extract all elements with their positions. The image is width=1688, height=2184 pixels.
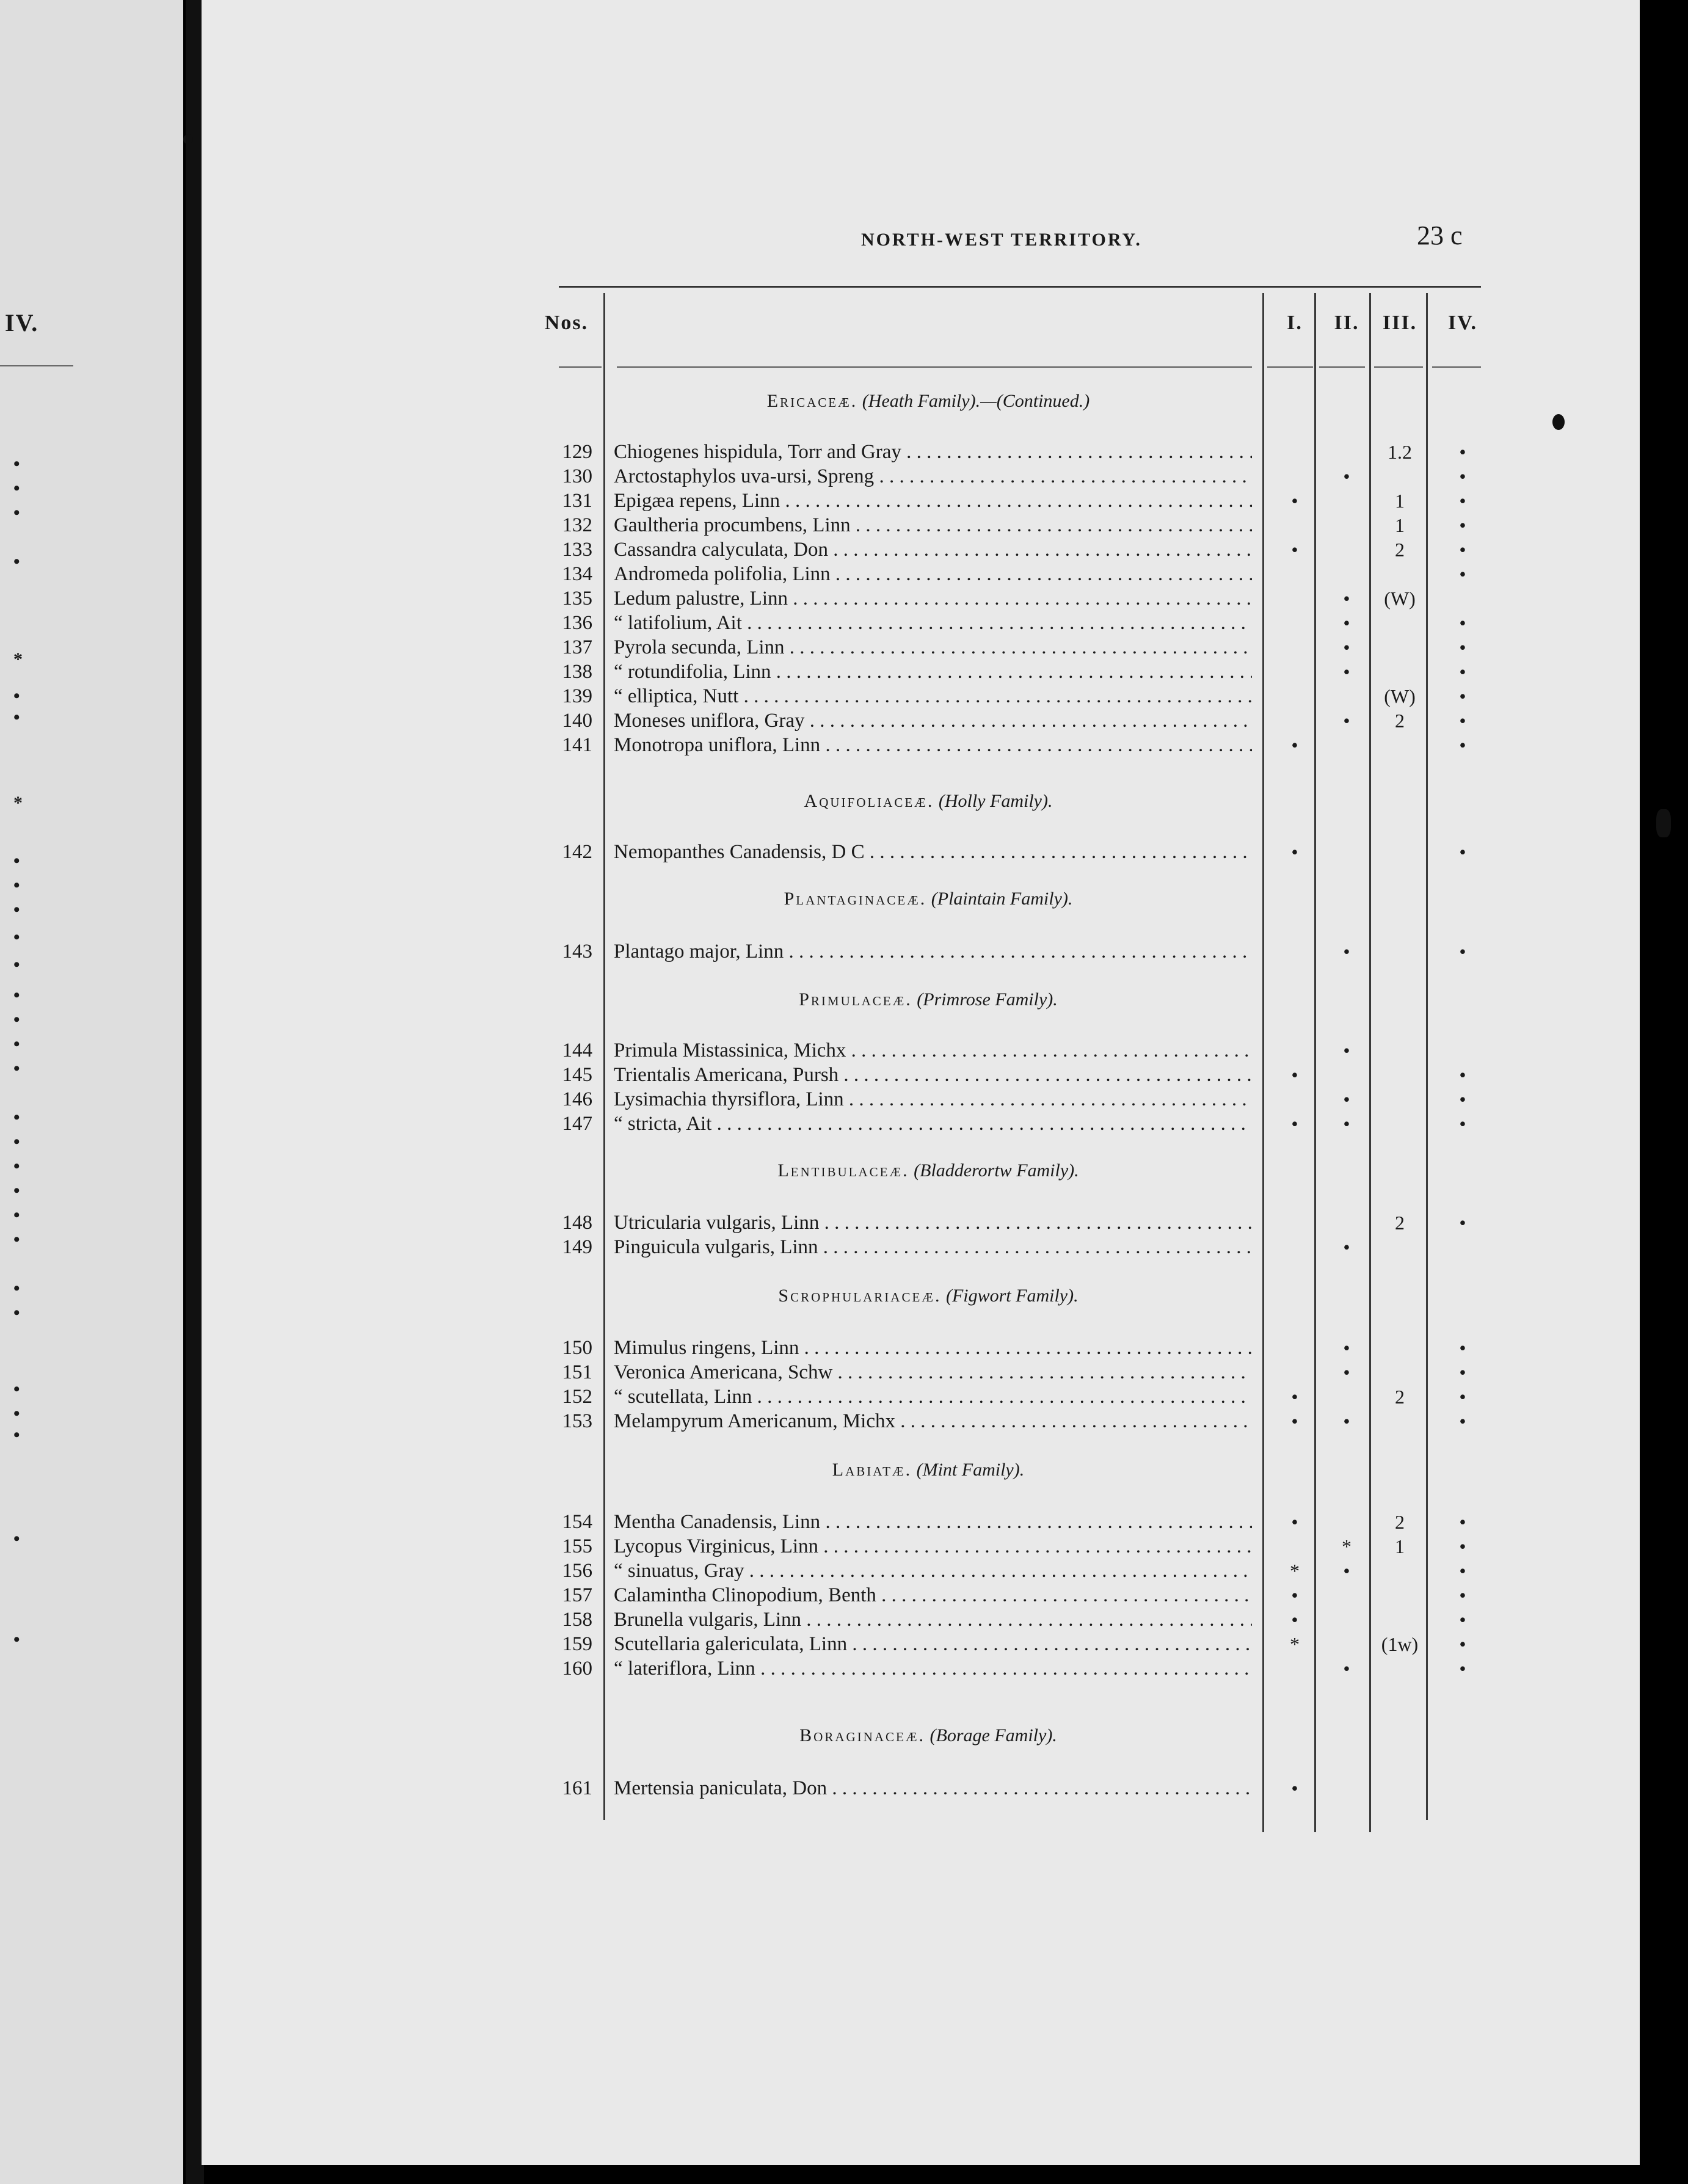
species-number: 140: [562, 710, 592, 732]
table-row: [202, 1385, 1640, 1409]
column-iii-mark: 2: [1395, 539, 1405, 561]
left-page-mark: •: [13, 1403, 20, 1424]
family-name: Lentibulaceæ.: [777, 1160, 909, 1181]
column-ii-mark: •: [1343, 465, 1350, 487]
species-name: Pinguicula vulgaris, Linn . . .: [614, 1235, 1252, 1259]
column-i-mark: •: [1291, 1511, 1298, 1533]
table-row: [202, 660, 1640, 684]
species-number: 135: [562, 588, 592, 610]
species-name: Epigæa repens, Linn . . .: [614, 489, 1252, 513]
family-heading: [605, 791, 1252, 812]
species-number: 146: [562, 1088, 592, 1110]
table-row: [202, 684, 1640, 708]
family-common-name: (Holly Family).: [938, 791, 1053, 811]
table-row: [202, 611, 1640, 635]
left-page-mark: •: [13, 1058, 20, 1079]
family-heading: [605, 1725, 1252, 1746]
column-iv-mark: •: [1459, 1560, 1466, 1582]
column-iii-mark: 2: [1395, 1511, 1405, 1533]
table-row: [202, 733, 1640, 757]
header-underline-ii: [1319, 366, 1365, 368]
species-number: 152: [562, 1386, 592, 1408]
left-page-mark: •: [13, 1156, 20, 1176]
column-iii-mark: 1.2: [1388, 441, 1412, 463]
left-page-mark: •: [13, 1181, 20, 1201]
column-i-mark: •: [1291, 734, 1298, 756]
family-common-name: (Heath Family).—(Continued.): [862, 391, 1090, 411]
column-ii-mark: •: [1343, 1361, 1350, 1383]
column-iv-mark: •: [1459, 612, 1466, 634]
species-number: 160: [562, 1658, 592, 1680]
family-common-name: (Bladderortw Family).: [914, 1160, 1079, 1181]
left-page-mark: •: [13, 1379, 20, 1399]
species-number: 139: [562, 685, 592, 707]
species-number: 149: [562, 1236, 592, 1258]
left-page-fragment: [0, 0, 183, 2184]
left-page-mark: •: [13, 927, 20, 947]
column-iv-mark: •: [1459, 1361, 1466, 1383]
table-row: [202, 1510, 1640, 1534]
column-ii-mark: •: [1343, 636, 1350, 658]
table-row: [202, 1534, 1640, 1559]
family-name: Ericaceæ.: [766, 391, 858, 411]
left-page-mark: •: [13, 1529, 20, 1549]
species-name: Scutellaria galericulata, Linn . . .: [614, 1632, 1252, 1656]
left-page-mark: •: [13, 503, 20, 523]
header-rule: [559, 286, 1481, 288]
species-name: Utricularia vulgaris, Linn . . .: [614, 1210, 1252, 1235]
family-heading: [605, 1160, 1252, 1181]
family-common-name: (Figwort Family).: [945, 1286, 1079, 1306]
family-heading: [605, 1460, 1252, 1480]
left-page-mark: •: [13, 985, 20, 1005]
table-row: [202, 537, 1640, 562]
column-iv-mark: •: [1459, 1386, 1466, 1408]
species-number: 134: [562, 563, 592, 585]
species-number: 150: [562, 1337, 592, 1359]
family-name: Plantaginaceæ.: [784, 889, 927, 909]
family-name: Scrophulariaceæ.: [778, 1286, 942, 1306]
species-number: 129: [562, 441, 592, 463]
species-name: Ledum palustre, Linn . . .: [614, 586, 1252, 611]
table-row: [202, 562, 1640, 586]
column-i-mark: •: [1291, 1777, 1298, 1799]
table-row: [202, 586, 1640, 611]
table-row: [202, 840, 1640, 864]
species-name: Mertensia paniculata, Don . . .: [614, 1776, 1252, 1800]
column-iv-mark: •: [1459, 734, 1466, 756]
left-page-mark: •: [13, 1229, 20, 1250]
species-number: 161: [562, 1777, 592, 1799]
species-name: “ stricta, Ait . . .: [614, 1112, 1252, 1136]
species-name: Lysimachia thyrsiflora, Linn . . .: [614, 1087, 1252, 1112]
left-page-mark: •: [13, 1278, 20, 1298]
column-iii-mark: (1w): [1381, 1633, 1419, 1655]
species-number: 131: [562, 490, 592, 512]
column-i-mark: *: [1290, 1633, 1300, 1655]
species-name: Pyrola secunda, Linn . . .: [614, 635, 1252, 660]
left-page-mark: •: [13, 1303, 20, 1323]
family-heading: [605, 889, 1252, 909]
left-page-mark: *: [13, 793, 23, 813]
species-number: 136: [562, 612, 592, 634]
species-number: 157: [562, 1584, 592, 1606]
column-iii-mark: 2: [1395, 710, 1405, 732]
species-name: “ scutellata, Linn . . .: [614, 1385, 1252, 1409]
column-ii-mark: •: [1343, 588, 1350, 610]
page-number: 23 c: [1417, 220, 1463, 250]
table-row: [202, 1360, 1640, 1385]
left-page-rule: [0, 365, 73, 366]
column-i-mark: •: [1291, 1386, 1298, 1408]
column-iv-mark: •: [1459, 1511, 1466, 1533]
column-iv-mark: •: [1459, 1113, 1466, 1135]
family-name: Aquifoliaceæ.: [804, 791, 934, 811]
species-name: Chiogenes hispidula, Torr and Gray . . .: [614, 440, 1252, 464]
table-row: [202, 1210, 1640, 1235]
ink-blot: [1656, 809, 1671, 837]
column-header-iv: IV.: [1448, 311, 1477, 334]
species-number: 132: [562, 514, 592, 536]
left-page-mark: •: [13, 551, 20, 572]
table-row: [202, 1038, 1640, 1063]
species-number: 153: [562, 1410, 592, 1432]
table-row: [202, 708, 1640, 733]
species-number: 143: [562, 941, 592, 963]
running-head: NORTH-WEST TERRITORY.: [861, 230, 1142, 250]
left-page-mark: •: [13, 1425, 20, 1445]
column-i-mark: •: [1291, 539, 1298, 561]
table-row: [202, 1063, 1640, 1087]
column-iv-mark: •: [1459, 490, 1466, 512]
species-name: Lycopus Virginicus, Linn . . .: [614, 1534, 1252, 1559]
family-heading: [605, 1286, 1252, 1306]
column-iv-mark: •: [1459, 1633, 1466, 1655]
column-iii-mark: (W): [1384, 588, 1416, 610]
species-name: Melampyrum Americanum, Michx . . .: [614, 1409, 1252, 1433]
column-iv-mark: •: [1459, 685, 1466, 707]
table-row: [202, 464, 1640, 489]
column-iii-mark: (W): [1384, 685, 1416, 707]
column-iv-mark: •: [1459, 563, 1466, 585]
column-iii-mark: 2: [1395, 1212, 1405, 1234]
column-ii-mark: •: [1343, 1410, 1350, 1432]
column-iv-mark: •: [1459, 636, 1466, 658]
species-number: 159: [562, 1633, 592, 1655]
header-underline-iii: [1374, 366, 1423, 368]
table-row: [202, 489, 1640, 513]
column-i-mark: •: [1291, 1113, 1298, 1135]
species-number: 147: [562, 1113, 592, 1135]
species-number: 154: [562, 1511, 592, 1533]
species-number: 158: [562, 1609, 592, 1631]
column-iii-mark: 2: [1395, 1386, 1405, 1408]
table-row: [202, 1776, 1640, 1800]
column-ii-mark: •: [1343, 1658, 1350, 1680]
column-header-nos: Nos.: [544, 311, 589, 334]
table-row: [202, 1409, 1640, 1433]
species-number: 133: [562, 539, 592, 561]
family-name: Labiatæ.: [832, 1460, 912, 1480]
left-page-mark: •: [13, 1034, 20, 1054]
species-name: “ sinuatus, Gray . . .: [614, 1559, 1252, 1583]
column-i-mark: •: [1291, 1584, 1298, 1606]
species-name: Cassandra calyculata, Don . . .: [614, 537, 1252, 562]
species-name: Nemopanthes Canadensis, D C . . .: [614, 840, 1252, 864]
column-header-i: I.: [1287, 311, 1303, 334]
species-number: 141: [562, 734, 592, 756]
page: [202, 0, 1640, 2165]
table-row: [202, 635, 1640, 660]
table-row: [202, 1559, 1640, 1583]
column-iii-mark: 1: [1395, 490, 1405, 512]
species-number: 156: [562, 1560, 592, 1582]
column-ii-mark: *: [1342, 1535, 1351, 1557]
species-name: “ rotundifolia, Linn . . .: [614, 660, 1252, 684]
column-iv-mark: •: [1459, 1535, 1466, 1557]
species-number: 137: [562, 636, 592, 658]
left-page-mark: •: [13, 1205, 20, 1225]
family-name: Boraginaceæ.: [799, 1725, 926, 1745]
species-number: 148: [562, 1212, 592, 1234]
column-iv-mark: •: [1459, 941, 1466, 963]
column-iv-mark: •: [1459, 514, 1466, 536]
species-name: Moneses uniflora, Gray . . .: [614, 708, 1252, 733]
species-name: Andromeda polifolia, Linn . . .: [614, 562, 1252, 586]
species-name: Gaultheria procumbens, Linn . . .: [614, 513, 1252, 537]
species-number: 130: [562, 465, 592, 487]
column-i-mark: •: [1291, 841, 1298, 863]
column-i-mark: *: [1290, 1560, 1300, 1582]
column-ii-mark: •: [1343, 1236, 1350, 1258]
column-iv-mark: •: [1459, 1212, 1466, 1234]
family-heading: [605, 989, 1252, 1010]
species-name: Plantago major, Linn . . .: [614, 939, 1252, 964]
left-page-mark: *: [13, 649, 23, 669]
table-row: [202, 1656, 1640, 1681]
column-iv-mark: •: [1459, 661, 1466, 683]
column-iv-mark: •: [1459, 1088, 1466, 1110]
family-name: Primulaceæ.: [799, 989, 912, 1010]
column-ii-mark: •: [1343, 1088, 1350, 1110]
family-common-name: (Primrose Family).: [917, 989, 1058, 1010]
column-header-ii: II.: [1334, 311, 1359, 334]
table-row: [202, 1583, 1640, 1607]
table-row: [202, 513, 1640, 537]
species-name: “ latifolium, Ait . . .: [614, 611, 1252, 635]
species-name: Veronica Americana, Schw . . .: [614, 1360, 1252, 1385]
column-iv-mark: •: [1459, 441, 1466, 463]
species-name: Brunella vulgaris, Linn . . .: [614, 1607, 1252, 1632]
left-page-mark: •: [13, 900, 20, 920]
family-heading: [605, 391, 1252, 412]
left-page-mark: •: [13, 1629, 20, 1650]
species-name: “ lateriflora, Linn . . .: [614, 1656, 1252, 1681]
left-page-column-label: IV.: [5, 309, 39, 337]
species-name: Mentha Canadensis, Linn . . .: [614, 1510, 1252, 1534]
species-number: 142: [562, 841, 592, 863]
family-common-name: (Mint Family).: [916, 1460, 1025, 1480]
species-number: 145: [562, 1064, 592, 1086]
header-underline-iv: [1432, 366, 1481, 368]
table-row: [202, 1336, 1640, 1360]
column-iv-mark: •: [1459, 1064, 1466, 1086]
species-number: 155: [562, 1535, 592, 1557]
ink-blot: [183, 134, 193, 144]
column-ii-mark: •: [1343, 710, 1350, 732]
family-common-name: (Borage Family).: [929, 1725, 1057, 1745]
column-iv-mark: •: [1459, 1609, 1466, 1631]
species-number: 144: [562, 1039, 592, 1061]
column-iv-mark: •: [1459, 1410, 1466, 1432]
column-ii-mark: •: [1343, 1039, 1350, 1061]
header-underline-nos: [559, 366, 602, 368]
species-name: Arctostaphylos uva-ursi, Spreng . . .: [614, 464, 1252, 489]
header-underline-body: [617, 366, 1252, 368]
family-common-name: (Plaintain Family).: [931, 889, 1073, 909]
left-page-mark: •: [13, 686, 20, 706]
column-ii-mark: •: [1343, 1337, 1350, 1359]
table-row: [202, 1087, 1640, 1112]
table-row: [202, 939, 1640, 964]
table-row: [202, 1235, 1640, 1259]
left-page-mark: •: [13, 1107, 20, 1127]
left-page-mark: •: [13, 478, 20, 498]
left-page-mark: •: [13, 1132, 20, 1152]
column-ii-mark: •: [1343, 1113, 1350, 1135]
species-name: Primula Mistassinica, Michx . . .: [614, 1038, 1252, 1063]
column-i-mark: •: [1291, 1609, 1298, 1631]
species-name: Monotropa uniflora, Linn . . .: [614, 733, 1252, 757]
left-page-mark: •: [13, 707, 20, 727]
left-page-mark: •: [13, 955, 20, 975]
ink-blot: [1552, 414, 1565, 430]
table-row: [202, 1112, 1640, 1136]
left-page-mark: •: [13, 454, 20, 474]
column-ii-mark: •: [1343, 941, 1350, 963]
table-row: [202, 1607, 1640, 1632]
species-number: 138: [562, 661, 592, 683]
column-i-mark: •: [1291, 1410, 1298, 1432]
left-page-mark: •: [13, 875, 20, 895]
header-underline-i: [1267, 366, 1313, 368]
left-page-mark: •: [13, 1010, 20, 1030]
column-iv-mark: •: [1459, 465, 1466, 487]
column-iii-mark: 1: [1395, 1535, 1405, 1557]
left-page-mark: •: [13, 851, 20, 871]
column-iii-mark: 1: [1395, 514, 1405, 536]
column-ii-mark: •: [1343, 661, 1350, 683]
table-row: [202, 1632, 1640, 1656]
column-iv-mark: •: [1459, 1658, 1466, 1680]
species-name: Trientalis Americana, Pursh . . .: [614, 1063, 1252, 1087]
column-ii-mark: •: [1343, 1560, 1350, 1582]
species-name: “ elliptica, Nutt . . .: [614, 684, 1252, 708]
column-header-iii: III.: [1382, 311, 1417, 334]
species-name: Calamintha Clinopodium, Benth . . .: [614, 1583, 1252, 1607]
column-i-mark: •: [1291, 1064, 1298, 1086]
column-i-mark: •: [1291, 490, 1298, 512]
column-iv-mark: •: [1459, 841, 1466, 863]
column-iv-mark: •: [1459, 710, 1466, 732]
table-row: [202, 440, 1640, 464]
column-ii-mark: •: [1343, 612, 1350, 634]
column-iv-mark: •: [1459, 539, 1466, 561]
species-name: Mimulus ringens, Linn . . .: [614, 1336, 1252, 1360]
column-iv-mark: •: [1459, 1584, 1466, 1606]
column-iv-mark: •: [1459, 1337, 1466, 1359]
species-number: 151: [562, 1361, 592, 1383]
